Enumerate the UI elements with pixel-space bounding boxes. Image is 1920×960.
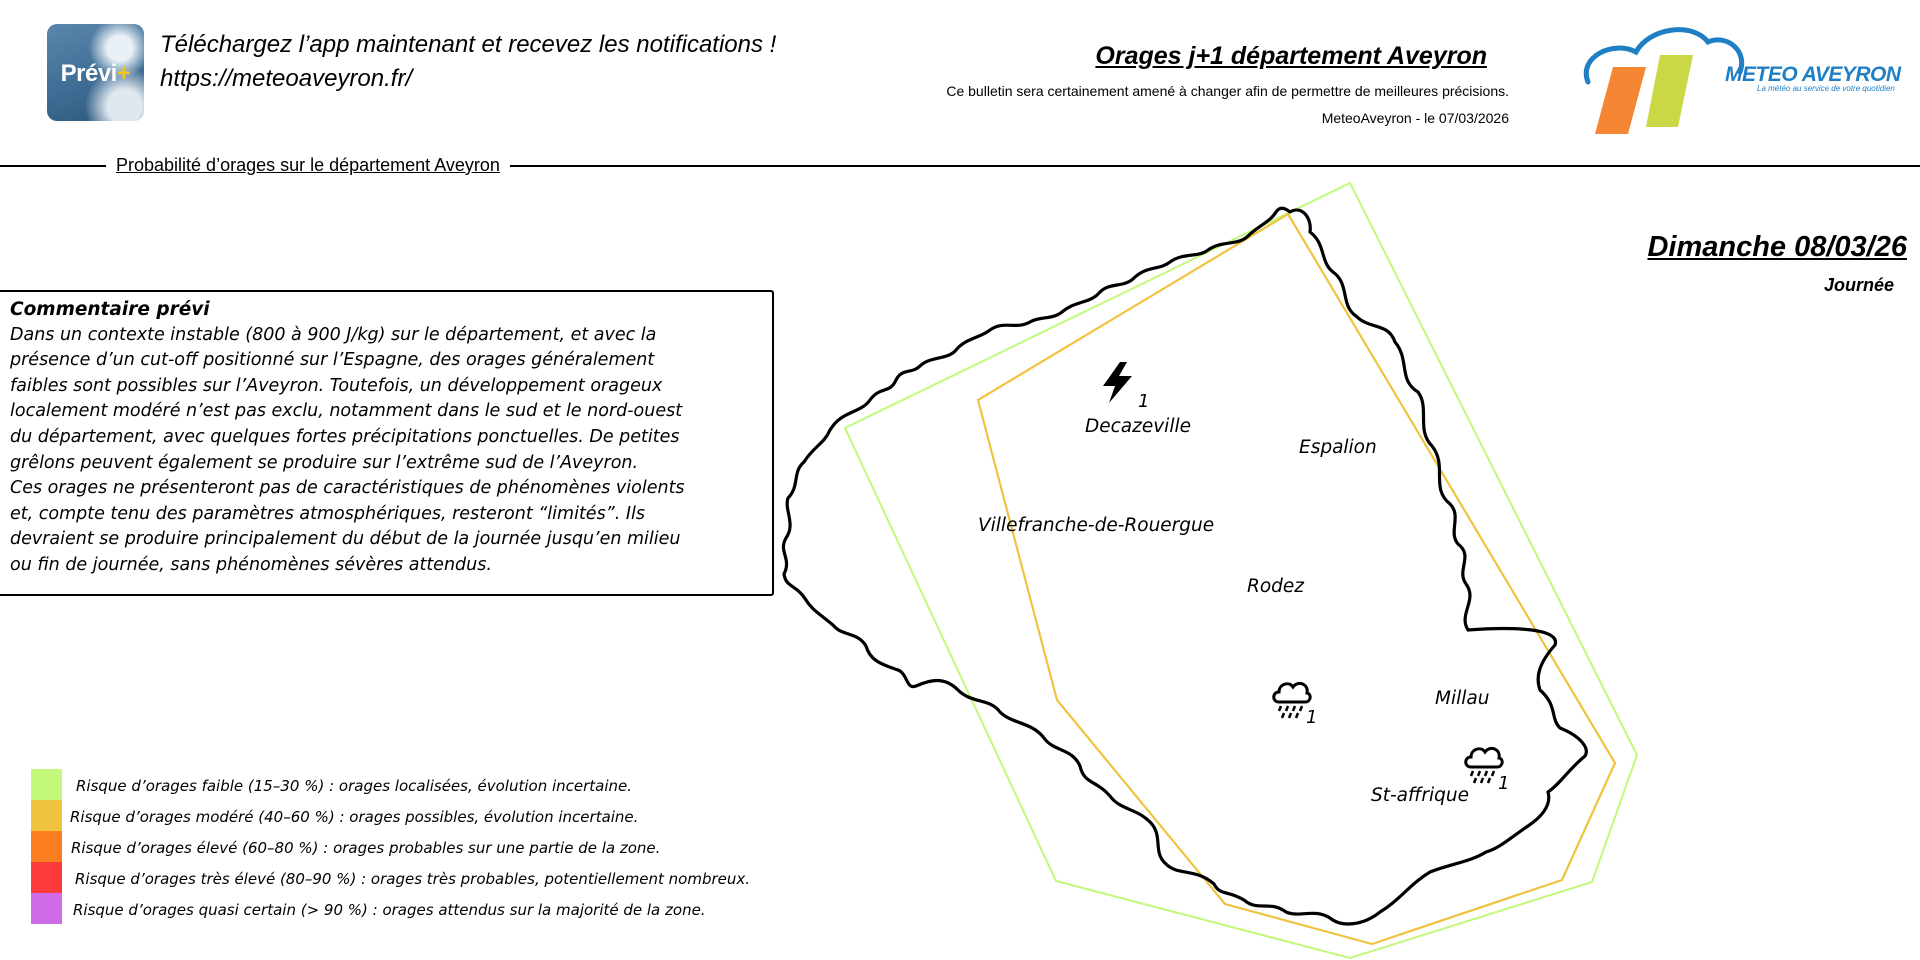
- legend-label: Risque d’orages élevé (60–80 %) : orages probables sur une partie de la zone.: [71, 839, 661, 857]
- commentary-paragraph-2: Ces orages ne présenteront pas de caractéristiques de phénomènes violents et, compte tenu des paramètres atmosphériques, resteront “limités”. Ils devraient se produire principalement du début de la journée jusqu’en milieu ou fin de journée, sans phénomènes sévères attendus.: [10, 478, 685, 575]
- city-label: Rodez: [1247, 576, 1305, 597]
- app-icon-brand: Prévi+: [60, 60, 131, 87]
- event-count: 1: [1138, 391, 1150, 412]
- city-label: Decazeville: [1085, 416, 1191, 437]
- risk-zone-faible: [845, 183, 1637, 958]
- city-label: Millau: [1435, 688, 1490, 709]
- legend-swatch: [31, 800, 62, 831]
- legend-label: Risque d’orages modéré (40–60 %) : orages possibles, évolution incertaine.: [70, 808, 639, 826]
- commentary-title: Commentaire prévi: [10, 299, 210, 320]
- event-count: 1: [1498, 773, 1510, 794]
- bulletin-note: Ce bulletin sera certainement amené à changer afin de permettre de meilleures précisions.: [946, 83, 1509, 99]
- city-label: St-affrique: [1371, 785, 1469, 806]
- lightning-icon: [1100, 362, 1136, 404]
- promo-text: Téléchargez l’app maintenant et recevez les notifications !: [160, 31, 777, 58]
- legend-swatch: [31, 862, 62, 893]
- city-label: Villefranche-de-Rouergue: [978, 515, 1215, 536]
- event-count: 1: [1306, 707, 1318, 728]
- section-label: Probabilité d’orages sur le département Aveyron: [112, 155, 504, 176]
- legend-label: Risque d’orages très élevé (80–90 %) : orages très probables, potentiellement nombreux.: [75, 870, 751, 888]
- legend-swatch: [31, 769, 62, 800]
- legend-swatch: [31, 893, 62, 924]
- legend-swatch: [31, 831, 62, 862]
- logo-text: METEO AVEYRON: [1725, 63, 1901, 86]
- commentary-paragraph-1: Dans un contexte instable (800 à 900 J/kg) sur le département, et avec la présence d’un cut-off positionné sur l’Espagne, des orages généralement faibles sont possibles sur l’Aveyron. Toutefois, un développement orageux localement modéré n’est pas exclu, notamment dans le sud et le nord-ouest du département, avec quelques fortes précipitations ponctuelles. De petites grêlons peuvent également se produire sur l’extrême sud de l’Aveyron.: [10, 324, 683, 473]
- bulletin-title: Orages j+1 département Aveyron: [1095, 42, 1487, 70]
- forecast-date: Dimanche 08/03/26: [1647, 231, 1907, 263]
- city-label: Espalion: [1299, 437, 1377, 458]
- bulletin-author-date: MeteoAveyron - le 07/03/2026: [1321, 110, 1509, 126]
- aveyron-department-outline: [783, 208, 1586, 924]
- promo-url[interactable]: https://meteoaveyron.fr/: [160, 65, 413, 92]
- legend-label: Risque d’orages quasi certain (> 90 %) : orages attendus sur la majorité de la zone.: [73, 901, 706, 919]
- legend-label: Risque d’orages faible (15–30 %) : orages localisées, évolution incertaine.: [76, 777, 633, 795]
- logo-tagline: La météo au service de votre quotidien: [1757, 84, 1895, 93]
- forecast-period: Journée: [1823, 275, 1894, 295]
